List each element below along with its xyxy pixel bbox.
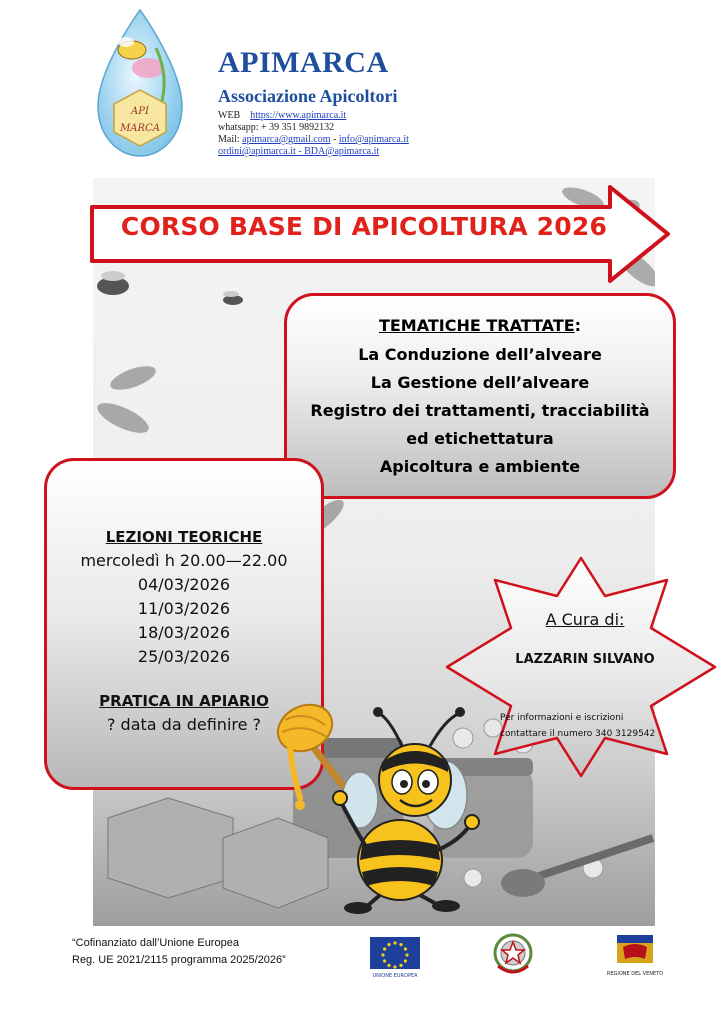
eu-flag-icon bbox=[365, 935, 425, 979]
info-text bbox=[500, 710, 680, 742]
italian-emblem-icon bbox=[490, 930, 536, 980]
veneto-caption: REGIONE DEL VENETO bbox=[606, 971, 664, 977]
contact-block bbox=[218, 110, 409, 158]
lesson-date: 04/03/2026 bbox=[137, 575, 231, 594]
lesson-date: 25/03/2026 bbox=[137, 647, 231, 666]
lesson-schedule: mercoledì h 20.00—22.00 bbox=[80, 551, 288, 570]
mail-link-1[interactable]: apimarca@gmail.com bbox=[242, 134, 331, 145]
topic-item: La Gestione dell’alveare bbox=[370, 373, 590, 392]
info-line-2: contattare il numero 340 3129542 bbox=[500, 729, 656, 739]
web-link[interactable]: https://www.apimarca.it bbox=[250, 110, 347, 121]
logo-text-top: API bbox=[131, 106, 149, 117]
theory-heading: LEZIONI TEORICHE bbox=[105, 528, 263, 546]
practice-date: ? data da definire ? bbox=[106, 715, 262, 734]
topic-item: ed etichettatura bbox=[406, 429, 554, 448]
mail-separator: - bbox=[330, 134, 339, 145]
org-name: APIMARCA bbox=[218, 46, 389, 79]
whatsapp-line: whatsapp: + 39 351 9892132 bbox=[218, 122, 335, 133]
topics-heading: TEMATICHE TRATTATE: bbox=[378, 316, 582, 335]
org-subtitle: Associazione Apicoltori bbox=[218, 86, 398, 106]
course-title: CORSO BASE DI APICOLTURA 2026 bbox=[120, 212, 608, 241]
orders-link[interactable]: ordini@apimarca.it - BDA@apimarca.it bbox=[218, 146, 380, 157]
apimarca-logo bbox=[90, 8, 190, 158]
funding-line-2: Reg. UE 2021/2115 programma 2025/2026” bbox=[72, 954, 286, 966]
lesson-date: 18/03/2026 bbox=[137, 623, 231, 642]
info-line-1: Per informazioni e iscrizioni bbox=[500, 713, 624, 723]
eu-caption: UNIONE EUROPEA bbox=[372, 973, 418, 979]
topics-box bbox=[284, 293, 676, 499]
topic-item: Registro dei trattamenti, tracciabilità bbox=[310, 401, 650, 420]
topic-item: La Conduzione dell’alveare bbox=[358, 345, 602, 364]
mail-link-2[interactable]: info@apimarca.it bbox=[338, 134, 409, 145]
mail-label: Mail: bbox=[218, 134, 240, 145]
lesson-date: 11/03/2026 bbox=[137, 599, 231, 618]
cartoon-bee-icon bbox=[270, 700, 500, 915]
curated-by-label: A Cura di: bbox=[545, 610, 625, 629]
web-label: WEB bbox=[218, 110, 241, 121]
topic-item: Apicoltura e ambiente bbox=[379, 457, 581, 476]
funding-note bbox=[72, 935, 286, 969]
funding-line-1: “Cofinanziato dall’Unione Europea bbox=[72, 937, 239, 949]
practice-heading: PRATICA IN APIARIO bbox=[99, 692, 269, 710]
logo-text-bottom: MARCA bbox=[120, 123, 160, 134]
veneto-region-icon bbox=[605, 933, 665, 979]
curator-name: LAZZARIN SILVANO bbox=[515, 652, 655, 667]
